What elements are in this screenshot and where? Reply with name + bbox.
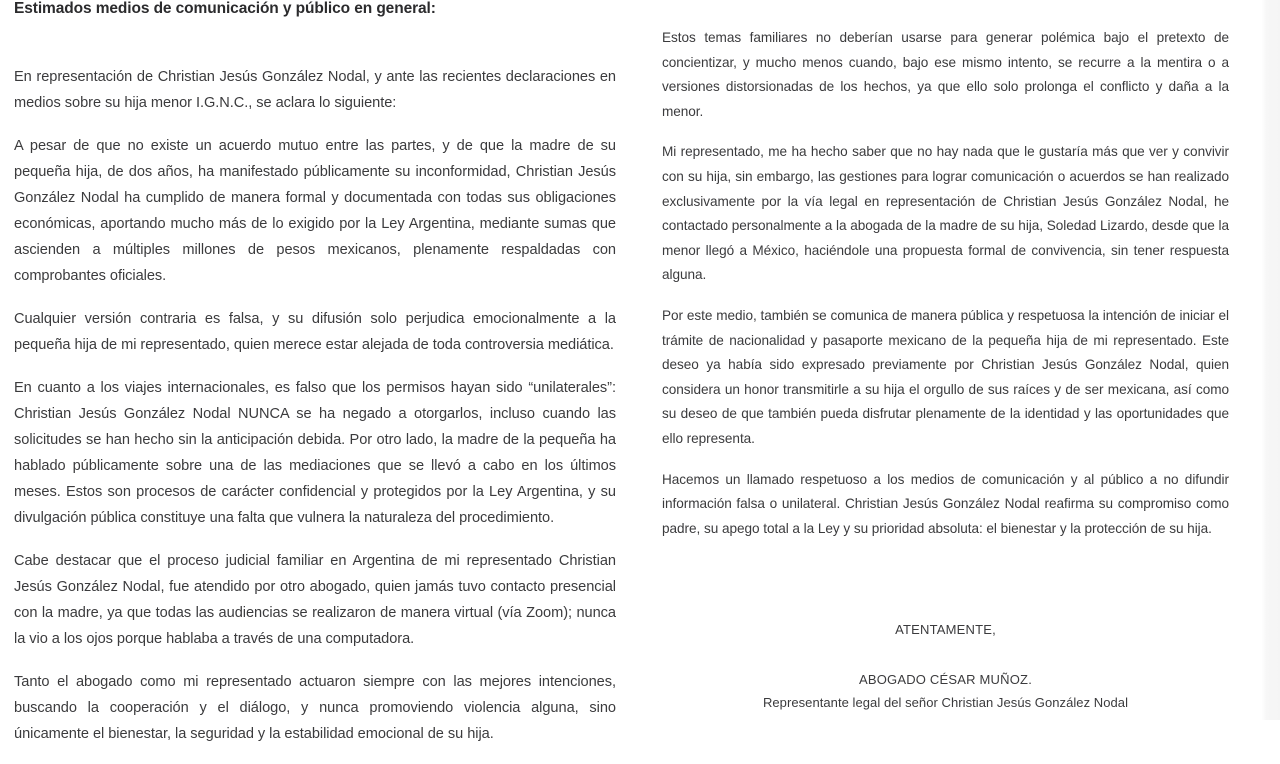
paragraph: Cabe destacar que el proceso judicial familiar en Argentina de mi representado Christian Jesús González Nodal, fue atendido por otro abogado, quien jamás tuvo contacto presencial con la madre, ya que todas las audiencias se realizaron de manera virtual (vía Zoom); nunca la vio a los ojos porque hablaba a través de una computadora. (14, 553, 616, 647)
signature-salutation: ATENTAMENTE, (895, 622, 996, 638)
signature-role: Representante legal del señor Christian Jesús González Nodal (762, 695, 1129, 711)
paragraph: Por este medio, también se comunica de manera pública y respetuosa la intención de iniciar el trámite de nacionalidad y pasaporte mexicano de la pequeña hija de mi representado. Este deseo ya había sido expresado previamente por Christian Jesús González Nodal, quien considera un honor transmitirle a su hija el orgullo de sus raíces y de ser mexicana, así como su deseo de que también pueda disfrutar plenamente de la identidad y las oportunidades que ello representa. (662, 307, 1229, 446)
page-title: Estimados medios de comunicación y público en general: (14, 0, 436, 17)
paragraph: Cualquier versión contraria es falsa, y su difusión solo perjudica emocionalmente a la pequeña hija de mi representado, quien merece estar alejada de toda controversia mediática. (14, 311, 616, 353)
paragraph: A pesar de que no existe un acuerdo mutuo entre las partes, y de que la madre de su pequeña hija, de dos años, ha manifestado públicamente su inconformidad, Christian Jesús González Nodal ha cumplido de manera formal y documentada con todas sus obligaciones económicas, aportando mucho más de lo exigido por la Ley Argentina, mediante sumas que ascienden a múltiples millones de pesos mexicanos, plenamente respaldadas con comprobantes oficiales. (14, 138, 616, 284)
signature-name: ABOGADO CÉSAR MUÑOZ. (858, 672, 1033, 688)
left-column (14, 0, 616, 764)
paragraph: Estos temas familiares no deberían usarse para generar polémica bajo el pretexto de concientizar, y mucho menos cuando, bajo ese mismo intento, se recurre a la mentira o a versiones distorsionadas de los hechos, ya que ello solo prolonga el conflicto y daña a la menor. (662, 30, 1229, 119)
paragraph: En cuanto a los viajes internacionales, es falso que los permisos hayan sido “unilaterales”: Christian Jesús González Nodal NUNCA se ha negado a otorgarlos, incluso cuando las solicitudes se han hecho sin la anticipación debida. Por otro lado, la madre de la pequeña ha hablado públicamente sobre una de las mediaciones que se llevó a cabo en los últimos meses. Estos son procesos de carácter confidencial y protegidos por la Ley Argentina, y su divulgación pública constituye una falta que vulnera la naturaleza del procedimiento. (14, 380, 616, 526)
paragraph: Mi representado, me ha hecho saber que no hay nada que le gustaría más que ver y convivir con su hija, sin embargo, las gestiones para lograr comunicación o acuerdos se han realizado exclusivamente por la vía legal en representación de Christian Jesús González Nodal, he contactado personalmente a la abogada de la madre de su hija, Soledad Lizardo, desde que la menor llegó a México, haciéndole una propuesta formal de convivencia, sin tener respuesta alguna. (662, 144, 1229, 283)
paragraph: Hacemos un llamado respetuoso a los medios de comunicación y al público a no difundir información falsa o unilateral. Christian Jesús González Nodal reafirma su compromiso como padre, su apego total a la Ley y su prioridad absoluta: el bienestar y la protección de su hija. (662, 471, 1229, 536)
signature-block (662, 619, 1229, 713)
paragraph: Tanto el abogado como mi representado actuaron siempre con las mejores intenciones, buscando la cooperación y el diálogo, y nunca promoviendo violencia alguna, sino únicamente el bienestar, la seguridad y la estabilidad emocional de su hija. (14, 674, 616, 742)
right-column (662, 0, 1229, 713)
paragraph: En representación de Christian Jesús González Nodal, y ante las recientes declaraciones en medios sobre su hija menor I.G.N.C., se aclara lo siguiente: (14, 69, 616, 111)
